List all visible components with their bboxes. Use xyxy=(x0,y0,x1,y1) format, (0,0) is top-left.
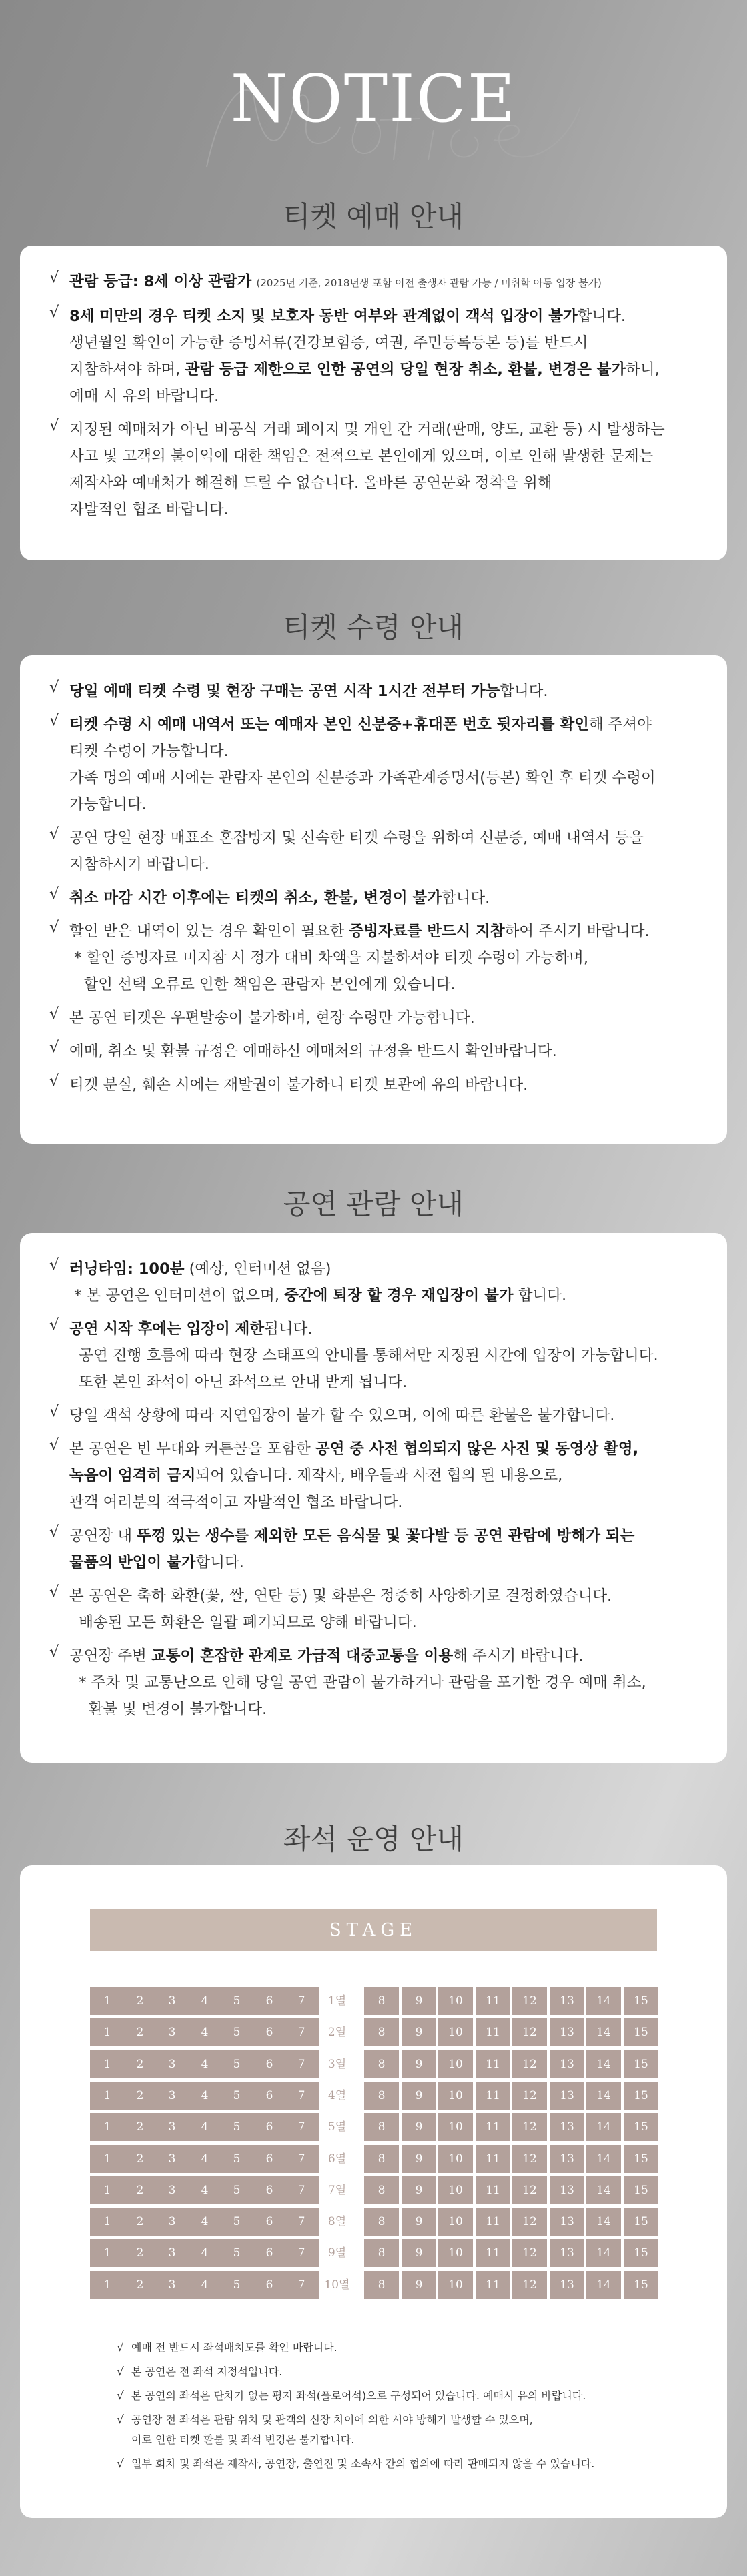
seat[interactable]: 3 xyxy=(155,2082,189,2110)
seat[interactable]: 3 xyxy=(155,2018,189,2046)
seat[interactable]: 10 xyxy=(438,2113,473,2141)
seat[interactable]: 7 xyxy=(284,2050,319,2078)
seating-note-text: 공연장 전 좌석은 관람 위치 및 관객의 신장 차이에 의한 시야 방해가 발생할 수 있으며, 이로 인한 티켓 환불 및 좌석 변경은 불가합니다. xyxy=(131,2413,533,2446)
check-icon: √ xyxy=(49,1436,59,1454)
seat[interactable]: 12 xyxy=(512,2208,547,2236)
seat[interactable]: 1 xyxy=(90,2018,125,2046)
check-icon: √ xyxy=(117,2365,124,2379)
seating-note-text: 본 공연은 전 좌석 지정석입니다. xyxy=(131,2365,283,2378)
seat[interactable]: 4 xyxy=(187,2176,222,2204)
seat[interactable]: 8 xyxy=(364,2145,399,2173)
seat[interactable]: 15 xyxy=(624,2082,658,2110)
seat[interactable]: 5 xyxy=(219,2050,254,2078)
notice-item xyxy=(49,1005,700,1031)
card-viewing xyxy=(20,1233,727,1763)
seat[interactable]: 7 xyxy=(284,2113,319,2141)
seat[interactable]: 11 xyxy=(476,2145,510,2173)
seat[interactable]: 3 xyxy=(155,2050,189,2078)
seat[interactable]: 13 xyxy=(550,2239,584,2267)
seat[interactable]: 9 xyxy=(402,2082,436,2110)
notice-item-text: 본 공연은 축하 화환(꽃, 쌀, 연탄 등) 및 화분은 정중히 사양하기로 결정하였습니다. 배송된 모든 화환은 일괄 폐기되므로 양해 바랍니다. xyxy=(69,1587,612,1631)
list-ticket-pickup xyxy=(49,678,700,1098)
seat[interactable]: 13 xyxy=(550,2018,584,2046)
seat[interactable]: 4 xyxy=(187,2271,222,2299)
seat[interactable]: 15 xyxy=(624,2239,658,2267)
seat[interactable]: 8 xyxy=(364,2239,399,2267)
notice-item xyxy=(49,918,700,998)
check-icon: √ xyxy=(49,1316,59,1334)
seat[interactable]: 7 xyxy=(284,2145,319,2173)
row-label: 3열 xyxy=(327,2058,347,2071)
seat[interactable]: 14 xyxy=(586,2176,621,2204)
seat[interactable]: 8 xyxy=(364,2271,399,2299)
check-icon: √ xyxy=(49,1403,59,1420)
section-title-seating: 좌석 운영 안내 xyxy=(283,1823,464,1855)
seat[interactable]: 10 xyxy=(438,2176,473,2204)
row-label: 5열 xyxy=(327,2120,347,2134)
notice-item xyxy=(49,303,700,410)
seat[interactable]: 1 xyxy=(90,2176,125,2204)
check-icon: √ xyxy=(49,417,59,434)
list-viewing xyxy=(49,1256,700,1723)
notice-item xyxy=(49,1071,700,1098)
row-label: 6열 xyxy=(327,2152,347,2166)
seat[interactable]: 10 xyxy=(438,2208,473,2236)
seating-notes xyxy=(117,2338,690,2478)
notice-item xyxy=(49,1436,700,1516)
seat[interactable]: 7 xyxy=(284,2082,319,2110)
seat[interactable]: 15 xyxy=(624,2176,658,2204)
seat[interactable]: 13 xyxy=(550,2113,584,2141)
seat[interactable]: 8 xyxy=(364,2082,399,2110)
check-icon: √ xyxy=(49,1523,59,1541)
seat[interactable]: 3 xyxy=(155,1987,189,2015)
seat[interactable]: 12 xyxy=(512,2271,547,2299)
seat[interactable]: 11 xyxy=(476,1987,510,2015)
notice-item-text: 공연 당일 현장 매표소 혼잡방지 및 신속한 티켓 수령을 위하여 신분증, 예매 내역서 등을 지참하시기 바랍니다. xyxy=(69,829,644,873)
seat[interactable]: 7 xyxy=(284,2018,319,2046)
seat[interactable]: 2 xyxy=(123,2176,157,2204)
card-ticket-booking xyxy=(20,246,727,560)
seat[interactable]: 14 xyxy=(586,2239,621,2267)
seat[interactable]: 6 xyxy=(252,2176,287,2204)
seat[interactable]: 2 xyxy=(123,2018,157,2046)
seat[interactable]: 13 xyxy=(550,2271,584,2299)
seat-map xyxy=(90,1987,657,2300)
list-ticket-booking xyxy=(49,268,700,523)
check-icon: √ xyxy=(49,304,59,321)
notice-item xyxy=(49,1316,700,1396)
notice-item-text: 8세 미만의 경우 티켓 소지 및 보호자 동반 여부와 관계없이 객석 입장이 불가합니다. 생년월일 확인이 가능한 증빙서류(건강보험증, 여권, 주민등록등본 등)를 반드시 지참하셔야 하며, 관람 등급 제한으로 인한 공연의 당일 현장 취소, 환불, 변경은 불가하니, 예매 시 유의 바랍니다. xyxy=(69,308,660,405)
seat[interactable]: 12 xyxy=(512,2176,547,2204)
notice-item-text: 당일 예매 티켓 수령 및 현장 구매는 공연 시작 1시간 전부터 가능합니다. xyxy=(69,683,548,700)
row-label: 7열 xyxy=(327,2184,347,2197)
seat[interactable]: 11 xyxy=(476,2018,510,2046)
seat[interactable]: 7 xyxy=(284,2176,319,2204)
row-label: 9열 xyxy=(327,2246,347,2260)
seat[interactable]: 14 xyxy=(586,2018,621,2046)
seat[interactable]: 15 xyxy=(624,2113,658,2141)
seating-note xyxy=(117,2410,690,2450)
seat[interactable]: 2 xyxy=(123,1987,157,2015)
notice-item xyxy=(49,885,700,911)
seat[interactable]: 2 xyxy=(123,2239,157,2267)
seat[interactable]: 15 xyxy=(624,2208,658,2236)
notice-item xyxy=(49,416,700,523)
notice-item-text: 예매, 취소 및 환불 규정은 예매하신 예매처의 규정을 반드시 확인바랍니다. xyxy=(69,1043,557,1060)
notice-item xyxy=(49,678,700,705)
seat[interactable]: 4 xyxy=(187,1987,222,2015)
row-label: 4열 xyxy=(327,2089,347,2102)
seat[interactable]: 11 xyxy=(476,2050,510,2078)
seat[interactable]: 4 xyxy=(187,2113,222,2141)
seat[interactable]: 9 xyxy=(402,2145,436,2173)
check-icon: √ xyxy=(49,269,59,286)
check-icon: √ xyxy=(49,1005,59,1023)
notice-item-text: 할인 받은 내역이 있는 경우 확인이 필요한 증빙자료를 반드시 지참하여 주시기 바랍니다. * 할인 증빙자료 미지참 시 정가 대비 차액을 지불하셔야 티켓 수령이 가능하며, 할인 선택 오류로 인한 책임은 관람자 본인에게 있습니다. xyxy=(69,923,650,993)
seat[interactable]: 1 xyxy=(90,2113,125,2141)
seat[interactable]: 5 xyxy=(219,2176,254,2204)
seat[interactable]: 4 xyxy=(187,2018,222,2046)
seat[interactable]: 4 xyxy=(187,2239,222,2267)
seat[interactable]: 1 xyxy=(90,1987,125,2015)
seat[interactable]: 6 xyxy=(252,2239,287,2267)
seat[interactable]: 14 xyxy=(586,1987,621,2015)
seat[interactable]: 15 xyxy=(624,2145,658,2173)
seat[interactable]: 4 xyxy=(187,2145,222,2173)
seat[interactable]: 4 xyxy=(187,2050,222,2078)
seat[interactable]: 5 xyxy=(219,2018,254,2046)
seating-note xyxy=(117,2454,690,2474)
seat[interactable]: 14 xyxy=(586,2082,621,2110)
seat[interactable]: 6 xyxy=(252,2145,287,2173)
seat[interactable]: 1 xyxy=(90,2050,125,2078)
notice-item-text: 러닝타임: 100분 (예상, 인터미션 없음) * 본 공연은 인터미션이 없으며, 중간에 퇴장 할 경우 재입장이 불가 합니다. xyxy=(69,1260,567,1304)
seat[interactable]: 3 xyxy=(155,2271,189,2299)
seat[interactable]: 7 xyxy=(284,2239,319,2267)
stage-banner: STAGE xyxy=(90,1909,657,1951)
seat[interactable]: 12 xyxy=(512,2050,547,2078)
notice-item-text: 본 공연은 빈 무대와 커튼콜을 포함한 공연 중 사전 협의되지 않은 사진 및 동영상 촬영, 녹음이 엄격히 금지되어 있습니다. 제작사, 배우들과 사전 협의 된 내용으로, 관객 여러분의 적극적이고 자발적인 협조 바랍니다. xyxy=(69,1440,639,1511)
seat[interactable]: 13 xyxy=(550,2145,584,2173)
seat[interactable]: 12 xyxy=(512,2239,547,2267)
seat[interactable]: 12 xyxy=(512,2145,547,2173)
card-ticket-pickup xyxy=(20,655,727,1144)
seat[interactable]: 5 xyxy=(219,2239,254,2267)
seat[interactable]: 4 xyxy=(187,2208,222,2236)
seat[interactable]: 13 xyxy=(550,2208,584,2236)
seat[interactable]: 13 xyxy=(550,2050,584,2078)
seat[interactable]: 7 xyxy=(284,2271,319,2299)
check-icon: √ xyxy=(49,919,59,936)
seat[interactable]: 6 xyxy=(252,2113,287,2141)
seat[interactable]: 8 xyxy=(364,2050,399,2078)
seat[interactable]: 10 xyxy=(438,2239,473,2267)
seat[interactable]: 9 xyxy=(402,2176,436,2204)
notice-item-text: 본 공연 티켓은 우편발송이 불가하며, 현장 수령만 가능합니다. xyxy=(69,1009,475,1027)
check-icon: √ xyxy=(49,1256,59,1274)
seat[interactable]: 5 xyxy=(219,2208,254,2236)
notice-item xyxy=(49,711,700,818)
check-icon: √ xyxy=(117,2413,124,2427)
notice-item xyxy=(49,825,700,878)
check-icon: √ xyxy=(49,1583,59,1601)
seat[interactable]: 11 xyxy=(476,2176,510,2204)
notice-item-text: 지정된 예매처가 아닌 비공식 거래 페이지 및 개인 간 거래(판매, 양도, 교환 등) 시 발생하는 사고 및 고객의 불이익에 대한 책임은 전적으로 본인에게 있으며, 이로 인해 발생한 문제는 제작사와 예매처가 해결해 드릴 수 없습니다. 올바른 공연문화 정착을 위해 자발적인 협조 바랍니다. xyxy=(69,421,665,518)
notice-item xyxy=(49,1402,700,1429)
notice-item-text: 공연장 내 뚜껑 있는 생수를 제외한 모든 음식물 및 꽃다발 등 공연 관람에 방해가 되는 물품의 반입이 불가합니다. xyxy=(69,1527,635,1571)
seat[interactable]: 13 xyxy=(550,2176,584,2204)
notice-item-text: 공연 시작 후에는 입장이 제한됩니다. 공연 진행 흐름에 따라 현장 스태프의 안내를 통해서만 지정된 시간에 입장이 가능합니다. 또한 본인 좌석이 아닌 좌석으로 안내 받게 됩니다. xyxy=(69,1320,658,1391)
seat[interactable]: 1 xyxy=(90,2239,125,2267)
seat[interactable]: 3 xyxy=(155,2176,189,2204)
seat[interactable]: 14 xyxy=(586,2113,621,2141)
seat[interactable]: 9 xyxy=(402,2208,436,2236)
seat[interactable]: 15 xyxy=(624,2050,658,2078)
seat[interactable]: 6 xyxy=(252,1987,287,2015)
notice-item-text: 당일 객석 상황에 따라 지연입장이 불가 할 수 있으며, 이에 따른 환불은 불가합니다. xyxy=(69,1407,615,1424)
seat[interactable]: 12 xyxy=(512,2018,547,2046)
seat[interactable]: 6 xyxy=(252,2208,287,2236)
check-icon: √ xyxy=(49,825,59,843)
seating-note-text: 일부 회차 및 좌석은 제작사, 공연장, 출연진 및 소속사 간의 협의에 따라 판매되지 않을 수 있습니다. xyxy=(131,2457,595,2470)
seating-note-text: 예매 전 반드시 좌석배치도를 확인 바랍니다. xyxy=(131,2341,337,2354)
seat[interactable]: 7 xyxy=(284,2208,319,2236)
seating-note xyxy=(117,2386,690,2406)
seat[interactable]: 9 xyxy=(402,2239,436,2267)
section-title-ticket-booking: 티켓 예매 안내 xyxy=(283,200,464,233)
seat[interactable]: 12 xyxy=(512,1987,547,2015)
row-label: 10열 xyxy=(324,2278,350,2292)
row-label: 1열 xyxy=(327,1994,347,2008)
seat[interactable]: 13 xyxy=(550,2082,584,2110)
notice-item xyxy=(49,1643,700,1723)
seat[interactable]: 1 xyxy=(90,2208,125,2236)
check-icon: √ xyxy=(49,712,59,729)
seat[interactable]: 6 xyxy=(252,2082,287,2110)
seat[interactable]: 5 xyxy=(219,2113,254,2141)
seat[interactable]: 2 xyxy=(123,2271,157,2299)
notice-item xyxy=(49,1583,700,1636)
seat[interactable]: 11 xyxy=(476,2208,510,2236)
seat[interactable]: 12 xyxy=(512,2113,547,2141)
seat[interactable]: 2 xyxy=(123,2145,157,2173)
notice-item-text: 취소 마감 시간 이후에는 티켓의 취소, 환불, 변경이 불가합니다. xyxy=(69,889,490,907)
seat[interactable]: 15 xyxy=(624,2018,658,2046)
seat[interactable]: 9 xyxy=(402,2050,436,2078)
section-title-ticket-pickup: 티켓 수령 안내 xyxy=(283,611,464,644)
seat[interactable]: 9 xyxy=(402,2271,436,2299)
seat[interactable]: 10 xyxy=(438,2082,473,2110)
check-icon: √ xyxy=(49,1039,59,1056)
seat[interactable]: 14 xyxy=(586,2050,621,2078)
seat[interactable]: 11 xyxy=(476,2082,510,2110)
seat[interactable]: 4 xyxy=(187,2082,222,2110)
seat[interactable]: 10 xyxy=(438,1987,473,2015)
seat[interactable]: 11 xyxy=(476,2239,510,2267)
header xyxy=(0,0,747,180)
check-icon: √ xyxy=(117,2389,124,2403)
check-icon: √ xyxy=(117,2341,124,2354)
seat[interactable]: 14 xyxy=(586,2208,621,2236)
notice-item xyxy=(49,1523,700,1576)
seat[interactable]: 2 xyxy=(123,2208,157,2236)
row-label: 8열 xyxy=(327,2215,347,2228)
notice-item-text: 티켓 수령 시 예매 내역서 또는 예매자 본인 신분증+휴대폰 번호 뒷자리를 확인해 주셔야 티켓 수령이 가능합니다. 가족 명의 예매 시에는 관람자 본인의 신분증과 가족관계증명서(등본) 확인 후 티켓 수령이 가능합니다. xyxy=(69,716,656,813)
seat[interactable]: 5 xyxy=(219,2145,254,2173)
seat[interactable]: 8 xyxy=(364,2018,399,2046)
seat[interactable]: 3 xyxy=(155,2208,189,2236)
seat[interactable]: 11 xyxy=(476,2271,510,2299)
seat[interactable]: 11 xyxy=(476,2113,510,2141)
seat[interactable]: 15 xyxy=(624,2271,658,2299)
seat[interactable]: 9 xyxy=(402,2113,436,2141)
seat[interactable]: 7 xyxy=(284,1987,319,2015)
seat[interactable]: 2 xyxy=(123,2113,157,2141)
seat[interactable]: 1 xyxy=(90,2145,125,2173)
seat[interactable]: 1 xyxy=(90,2271,125,2299)
seat[interactable]: 5 xyxy=(219,1987,254,2015)
seat[interactable]: 6 xyxy=(252,2018,287,2046)
seat[interactable]: 10 xyxy=(438,2271,473,2299)
check-icon: √ xyxy=(49,885,59,903)
seat[interactable]: 6 xyxy=(252,2050,287,2078)
row-label: 2열 xyxy=(327,2026,347,2039)
seat[interactable]: 8 xyxy=(364,2113,399,2141)
seat[interactable]: 13 xyxy=(550,1987,584,2015)
seat[interactable]: 8 xyxy=(364,2208,399,2236)
seat[interactable]: 14 xyxy=(586,2145,621,2173)
seat[interactable]: 3 xyxy=(155,2113,189,2141)
seat[interactable]: 2 xyxy=(123,2050,157,2078)
seating-note-text: 본 공연의 좌석은 단차가 없는 평지 좌석(플로어석)으로 구성되어 있습니다. 예매시 유의 바랍니다. xyxy=(131,2389,586,2402)
seat[interactable]: 2 xyxy=(123,2082,157,2110)
seating-note xyxy=(117,2338,690,2358)
notice-item xyxy=(49,1038,700,1065)
seat[interactable]: 9 xyxy=(402,2018,436,2046)
seat[interactable]: 9 xyxy=(402,1987,436,2015)
seat[interactable]: 10 xyxy=(438,2050,473,2078)
section-title-viewing: 공연 관람 안내 xyxy=(283,1188,464,1220)
seat[interactable]: 10 xyxy=(438,2018,473,2046)
check-icon: √ xyxy=(49,1643,59,1661)
notice-item-text: 공연장 주변 교통이 혼잡한 관계로 가급적 대중교통을 이용해 주시기 바랍니다. * 주차 및 교통난으로 인해 당일 공연 관람이 불가하거나 관람을 포기한 경우 예매 취소, 환불 및 변경이 불가합니다. xyxy=(69,1647,646,1718)
notice-item-text: 관람 등급: 8세 이상 관람가 (2025년 기준, 2018년생 포함 이전 출생자 관람 가능 / 미취학 아동 입장 불가) xyxy=(69,273,602,290)
check-icon: √ xyxy=(49,679,59,696)
seat[interactable]: 8 xyxy=(364,1987,399,2015)
seat[interactable]: 3 xyxy=(155,2239,189,2267)
seating-note xyxy=(117,2362,690,2382)
seat[interactable]: 3 xyxy=(155,2145,189,2173)
seat[interactable]: 15 xyxy=(624,1987,658,2015)
seat[interactable]: 12 xyxy=(512,2082,547,2110)
notice-item xyxy=(49,1256,700,1309)
notice-item xyxy=(49,268,700,296)
seat[interactable]: 5 xyxy=(219,2082,254,2110)
notice-item-text: 티켓 분실, 훼손 시에는 재발권이 불가하니 티켓 보관에 유의 바랍니다. xyxy=(69,1076,528,1094)
seat[interactable]: 14 xyxy=(586,2271,621,2299)
seat[interactable]: 6 xyxy=(252,2271,287,2299)
notice-title: NOTICE xyxy=(230,61,517,137)
seat[interactable]: 1 xyxy=(90,2082,125,2110)
seat[interactable]: 5 xyxy=(219,2271,254,2299)
seat[interactable]: 10 xyxy=(438,2145,473,2173)
check-icon: √ xyxy=(117,2457,124,2471)
seat[interactable]: 8 xyxy=(364,2176,399,2204)
check-icon: √ xyxy=(49,1072,59,1090)
